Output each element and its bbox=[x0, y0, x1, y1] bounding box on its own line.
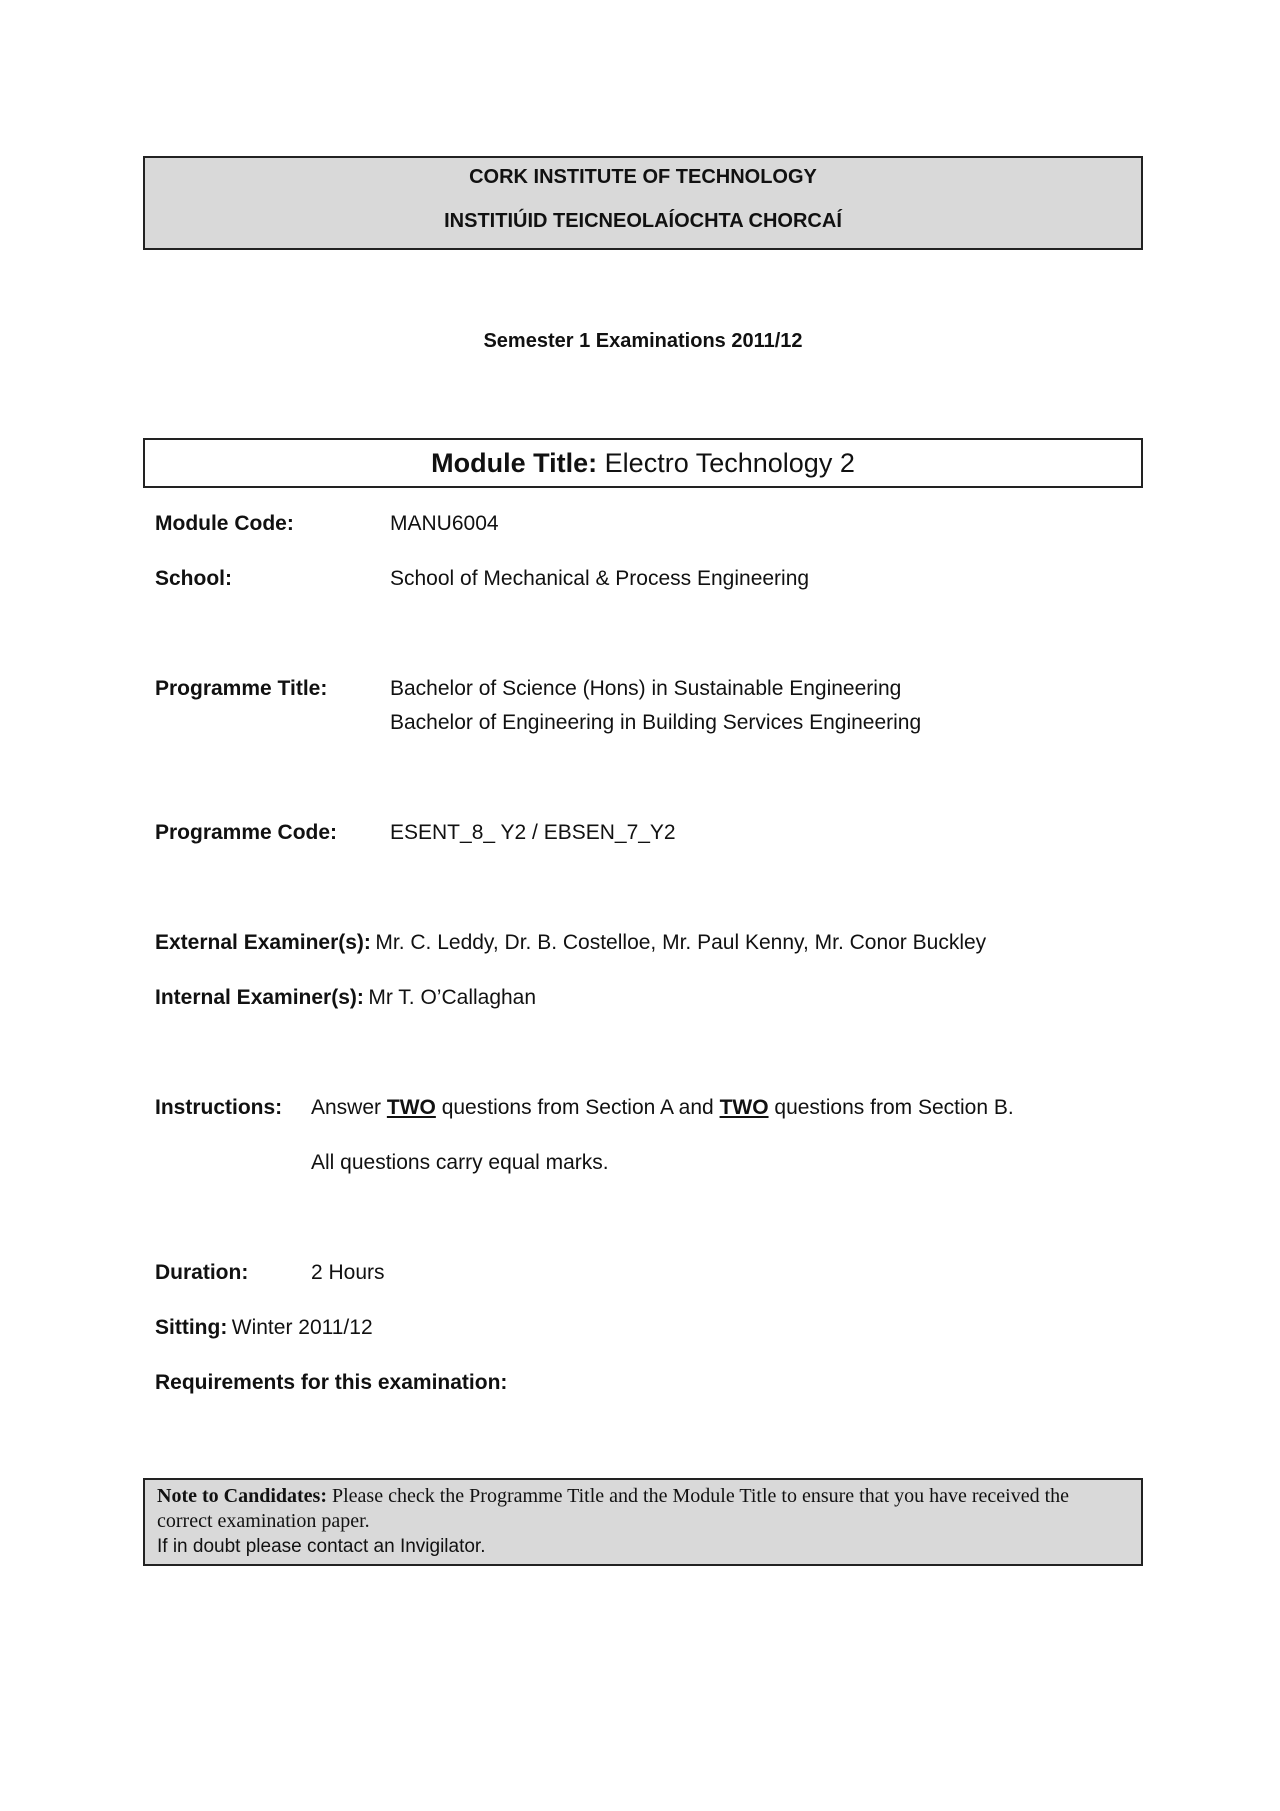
semester-title: Semester 1 Examinations 2011/12 bbox=[483, 330, 803, 352]
internal-examiners-label: Internal Examiner(s): bbox=[155, 986, 364, 1009]
note-to-candidates-box bbox=[143, 1478, 1143, 1566]
internal-examiners-row bbox=[155, 986, 536, 1010]
sitting-row bbox=[155, 1316, 373, 1340]
internal-examiners-value: Mr T. O’Callaghan bbox=[368, 986, 537, 1009]
school-label: School: bbox=[155, 567, 232, 590]
instructions-line-2: All questions carry equal marks. bbox=[311, 1151, 609, 1174]
module-title-box bbox=[143, 438, 1143, 488]
sitting-value: Winter 2011/12 bbox=[231, 1316, 373, 1339]
module-title-value: Electro Technology 2 bbox=[604, 448, 855, 478]
external-examiners-row bbox=[155, 931, 986, 955]
requirements-label: Requirements for this examination: bbox=[155, 1371, 508, 1394]
external-examiners-value: Mr. C. Leddy, Dr. B. Costelloe, Mr. Paul Kenny, Mr. Conor Buckley bbox=[375, 931, 987, 954]
programme-code-label: Programme Code: bbox=[155, 821, 338, 844]
programme-title-value-1: Bachelor of Science (Hons) in Sustainable Engineering bbox=[390, 677, 902, 700]
instructions-text-2: questions from Section A and bbox=[441, 1096, 714, 1119]
institution-header bbox=[143, 156, 1143, 250]
school-value: School of Mechanical & Process Engineering bbox=[390, 567, 810, 590]
instructions-label: Instructions: bbox=[155, 1096, 283, 1119]
instructions-line-1 bbox=[311, 1096, 1014, 1120]
programme-title-value-2: Bachelor of Engineering in Building Services Engineering bbox=[390, 711, 922, 734]
instructions-emphasis-2: TWO bbox=[719, 1096, 769, 1119]
programme-code-value: ESENT_8_ Y2 / EBSEN_7_Y2 bbox=[390, 821, 676, 844]
duration-label: Duration: bbox=[155, 1261, 249, 1284]
module-code-label: Module Code: bbox=[155, 512, 294, 535]
instructions-emphasis-1: TWO bbox=[386, 1096, 436, 1119]
programme-title-label: Programme Title: bbox=[155, 677, 328, 700]
note-text bbox=[157, 1484, 1129, 1534]
institution-name-ga: INSTITIÚID TEICNEOLAÍOCHTA CHORCAÍ bbox=[444, 210, 842, 232]
note-body: Please check the Programme Title and the Module Title to ensure that you have received the correct examination paper. bbox=[157, 1485, 1070, 1532]
note-invigilator-text: If in doubt please contact an Invigilator. bbox=[157, 1536, 486, 1557]
sitting-label: Sitting: bbox=[155, 1316, 228, 1339]
institution-name-en: CORK INSTITUTE OF TECHNOLOGY bbox=[469, 166, 817, 188]
module-title-label: Module Title: bbox=[431, 448, 598, 478]
instructions-text-1: Answer bbox=[311, 1096, 382, 1119]
duration-value: 2 Hours bbox=[311, 1261, 385, 1284]
external-examiners-label: External Examiner(s): bbox=[155, 931, 371, 954]
module-code-value: MANU6004 bbox=[390, 512, 499, 535]
instructions-text-3: questions from Section B. bbox=[774, 1096, 1014, 1119]
note-label: Note to Candidates: bbox=[157, 1485, 327, 1507]
